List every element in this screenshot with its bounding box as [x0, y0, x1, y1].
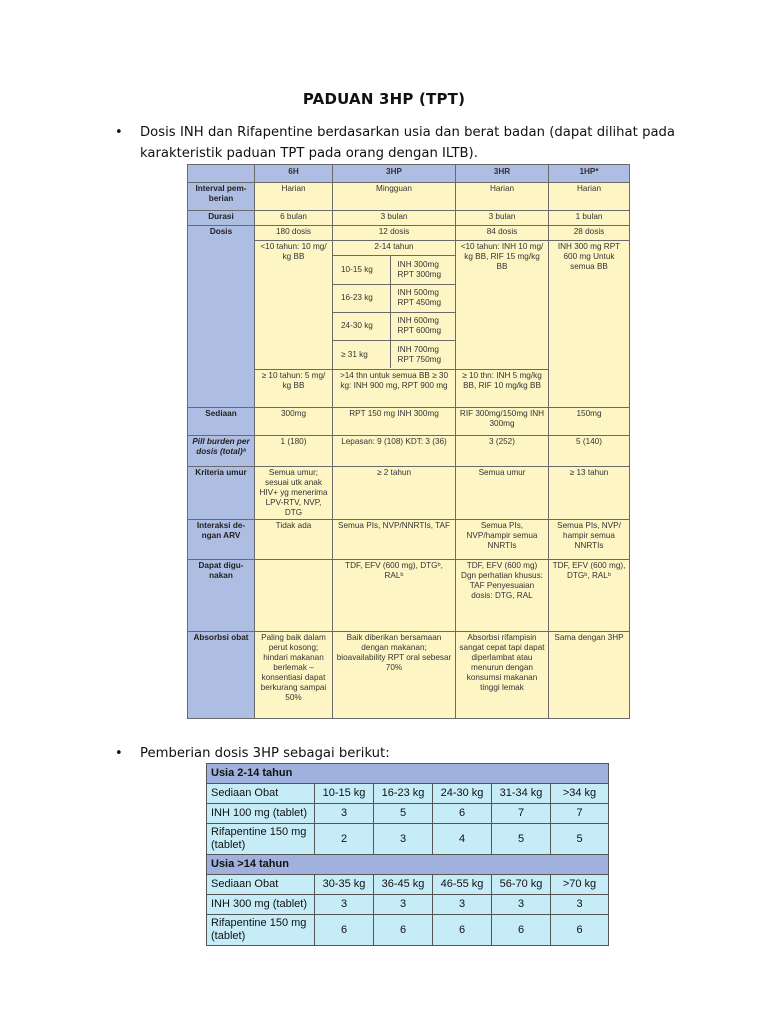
cell: 84 dosis — [456, 226, 549, 241]
table-row — [333, 284, 455, 312]
cell: Harian — [456, 183, 549, 211]
cell: 28 dosis — [549, 226, 630, 241]
cell: 36-45 kg — [374, 875, 433, 895]
cell: INH 700mg RPT 750mg — [390, 340, 455, 368]
cell: ≥ 10 tahun: 5 mg/ kg BB — [255, 370, 333, 408]
bullet-text: Pemberian dosis 3HP sebagai berikut: — [140, 746, 390, 761]
weight-subtable-cell — [333, 256, 456, 370]
cell: 24-30 kg — [433, 784, 492, 804]
table-row — [207, 875, 609, 895]
table-row — [188, 436, 630, 466]
table-header-row — [188, 165, 630, 183]
group-row — [207, 855, 609, 875]
cell: 5 — [374, 804, 433, 824]
cell: 2-14 tahun — [333, 241, 456, 256]
table-row — [333, 312, 455, 340]
cell: 3 bulan — [456, 211, 549, 226]
bullet-text: Dosis INH dan Rifapentine berdasarkan usia dan berat badan (dapat dilihat pada karakteristik paduan TPT pada orang dengan ILTB). — [140, 125, 675, 161]
cell: 3 — [315, 804, 374, 824]
cell: 3 — [374, 824, 433, 855]
cell: Semua PIs, NVP/hampir semua NNRTIs — [456, 519, 549, 559]
cell: 1 bulan — [549, 211, 630, 226]
group-row — [207, 764, 609, 784]
row-label: Kriteria umur — [188, 466, 255, 519]
dose-3hp-table — [206, 763, 609, 946]
cell: <10 tahun: INH 10 mg/ kg BB, RIF 15 mg/kg BB — [456, 241, 549, 370]
cell: Sediaan Obat — [207, 875, 315, 895]
cell: 180 dosis — [255, 226, 333, 241]
cell: 7 — [492, 804, 551, 824]
table-row — [207, 804, 609, 824]
cell: Harian — [549, 183, 630, 211]
cell: 6 — [433, 915, 492, 946]
cell: INH 300 mg (tablet) — [207, 895, 315, 915]
cell: 3 — [492, 895, 551, 915]
row-label: Interval pem-berian — [188, 183, 255, 211]
table-row — [188, 183, 630, 211]
tpt-regimen-table — [187, 164, 630, 719]
page-title: PADUAN 3HP (TPT) — [302, 90, 466, 108]
cell: ≥ 2 tahun — [333, 466, 456, 519]
cell: 10-15 kg — [333, 256, 390, 284]
table-row — [188, 560, 630, 632]
cell: RPT 150 mg INH 300mg — [333, 408, 456, 436]
row-label: Dosis — [188, 226, 255, 408]
cell: Tidak ada — [255, 519, 333, 559]
cell: 31-34 kg — [492, 784, 551, 804]
group-label: Usia >14 tahun — [207, 855, 609, 875]
table-row — [207, 784, 609, 804]
cell: Sama dengan 3HP — [549, 632, 630, 719]
cell: 6 — [315, 915, 374, 946]
cell: 4 — [433, 824, 492, 855]
cell: Semua umur — [456, 466, 549, 519]
cell: >70 kg — [551, 875, 609, 895]
header-3hr: 3HR — [456, 165, 549, 183]
cell — [255, 560, 333, 632]
cell: 5 — [492, 824, 551, 855]
cell: Semua PIs, NVP/ hampir semua NNRTIs — [549, 519, 630, 559]
cell: 6 — [374, 915, 433, 946]
cell: 16-23 kg — [374, 784, 433, 804]
cell: 3 — [433, 895, 492, 915]
cell: TDF, EFV (600 mg), DTGᵇ, RALᵇ — [333, 560, 456, 632]
bullet-pemberian — [115, 743, 675, 764]
row-label: Absorbsi obat — [188, 632, 255, 719]
table-row — [333, 256, 455, 284]
cell: 6 — [433, 804, 492, 824]
cell: Mingguan — [333, 183, 456, 211]
header-corner — [188, 165, 255, 183]
cell: 6 — [551, 915, 609, 946]
cell: 16-23 kg — [333, 284, 390, 312]
cell: Absorbsi rifampisin sangat cepat tapi dapat diperlambat atau menurun dengan konsumsi makanan tinggi lemak — [456, 632, 549, 719]
row-label: Interaksi de-ngan ARV — [188, 519, 255, 559]
table-row — [207, 895, 609, 915]
row-label: Pill burden per dosis (total)ª — [188, 436, 255, 466]
cell: Semua PIs, NVP/NNRTIs, TAF — [333, 519, 456, 559]
cell: 10-15 kg — [315, 784, 374, 804]
cell: ≥ 31 kg — [333, 340, 390, 368]
cell: 3 — [374, 895, 433, 915]
cell: >14 thn untuk semua BB ≥ 30 kg: INH 900 mg, RPT 900 mg — [333, 370, 456, 408]
table-row — [207, 915, 609, 946]
cell: RIF 300mg/150mg INH 300mg — [456, 408, 549, 436]
cell: INH 500mg RPT 450mg — [390, 284, 455, 312]
cell: <10 tahun: 10 mg/ kg BB — [255, 241, 333, 370]
row-label: Dapat digu-nakan — [188, 560, 255, 632]
cell: Baik diberikan bersamaan dengan makanan; bioavailability RPT oral sebesar 70% — [333, 632, 456, 719]
cell: INH 100 mg (tablet) — [207, 804, 315, 824]
header-1hp: 1HP* — [549, 165, 630, 183]
cell: 150mg — [549, 408, 630, 436]
cell: 30-35 kg — [315, 875, 374, 895]
bullet-icon: • — [115, 125, 123, 140]
table-row — [188, 632, 630, 719]
cell: 7 — [551, 804, 609, 824]
cell: 12 dosis — [333, 226, 456, 241]
cell: >34 kg — [551, 784, 609, 804]
table-row — [333, 340, 455, 368]
table-row — [188, 226, 630, 241]
cell: 3 — [551, 895, 609, 915]
header-3hp: 3HP — [333, 165, 456, 183]
table-row — [188, 466, 630, 519]
cell: 5 — [551, 824, 609, 855]
cell: 3 bulan — [333, 211, 456, 226]
cell: INH 300mg RPT 300mg — [390, 256, 455, 284]
cell: TDF, EFV (600 mg), DTGᵇ, RALᵇ — [549, 560, 630, 632]
row-label: Durasi — [188, 211, 255, 226]
cell: 6 bulan — [255, 211, 333, 226]
table-row — [188, 241, 630, 256]
bullet-icon: • — [115, 746, 123, 761]
cell: Paling baik dalam perut kosong; hindari makanan berlemak – konsentiasi dapat berkurang sampai 50% — [255, 632, 333, 719]
group-label: Usia 2-14 tahun — [207, 764, 609, 784]
cell: ≥ 13 tahun — [549, 466, 630, 519]
cell: Semua umur; sesuai utk anak HIV+ yg menerima LPV-RTV, NVP, DTG — [255, 466, 333, 519]
table-row — [188, 408, 630, 436]
cell: INH 600mg RPT 600mg — [390, 312, 455, 340]
cell: Rifapentine 150 mg (tablet) — [207, 824, 315, 855]
cell: ≥ 10 thn: INH 5 mg/kg BB, RIF 10 mg/kg BB — [456, 370, 549, 408]
table-row — [188, 211, 630, 226]
cell: Harian — [255, 183, 333, 211]
cell: INH 300 mg RPT 600 mg Untuk semua BB — [549, 241, 630, 408]
cell: 300mg — [255, 408, 333, 436]
cell: TDF, EFV (600 mg) Dgn perhatian khusus: TAF Penyesuaian dosis: DTG, RAL — [456, 560, 549, 632]
weight-subtable — [333, 256, 455, 368]
bullet-dosis — [115, 122, 675, 164]
header-6h: 6H — [255, 165, 333, 183]
table-row — [188, 519, 630, 559]
table-row — [207, 824, 609, 855]
cell: 3 — [315, 895, 374, 915]
cell: 6 — [492, 915, 551, 946]
cell: 5 (140) — [549, 436, 630, 466]
cell: Lepasan: 9 (108) KDT: 3 (36) — [333, 436, 456, 466]
cell: 24-30 kg — [333, 312, 390, 340]
row-label: Sediaan — [188, 408, 255, 436]
cell: 3 (252) — [456, 436, 549, 466]
cell: 2 — [315, 824, 374, 855]
cell: 46-55 kg — [433, 875, 492, 895]
cell: Rifapentine 150 mg (tablet) — [207, 915, 315, 946]
cell: 1 (180) — [255, 436, 333, 466]
cell: 56-70 kg — [492, 875, 551, 895]
cell: Sediaan Obat — [207, 784, 315, 804]
